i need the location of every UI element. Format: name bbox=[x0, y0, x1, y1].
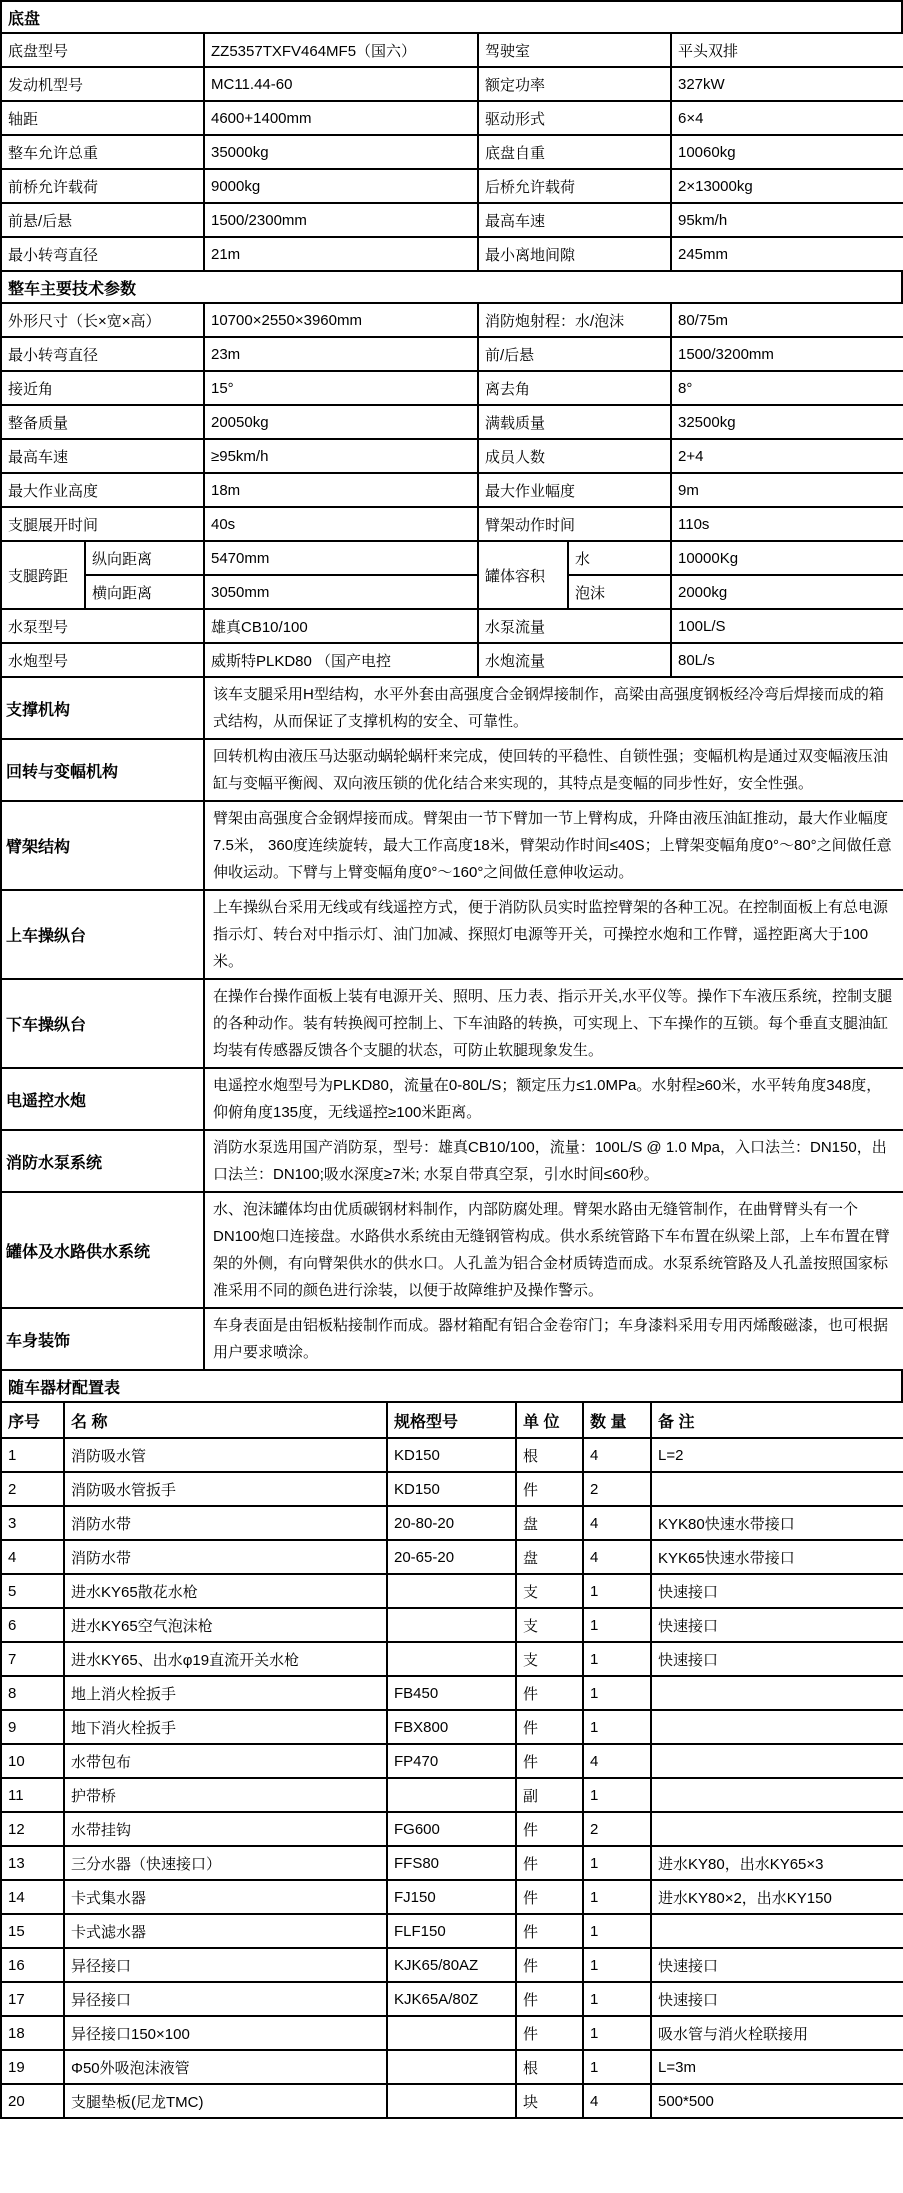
equipment-row-cell: 件 bbox=[516, 1744, 583, 1778]
chassis-row-cell: ZZ5357TXFV464MF5（国六） bbox=[204, 33, 478, 67]
chassis-row-cell: 95km/h bbox=[671, 203, 903, 237]
vehicle-param-row-cell: 1500/3200mm bbox=[671, 337, 903, 371]
equipment-row-cell: FFS80 bbox=[387, 1846, 516, 1880]
equipment-row-cell: 17 bbox=[1, 1982, 64, 2016]
vehicle-param-row-cell: 8° bbox=[671, 371, 903, 405]
col-header-name: 名 称 bbox=[64, 1402, 387, 1438]
equipment-row-cell: 快速接口 bbox=[651, 1982, 903, 2016]
equipment-row-cell: 6 bbox=[1, 1608, 64, 1642]
equipment-row-cell: 吸水管与消火栓联接用 bbox=[651, 2016, 903, 2050]
equipment-row-cell: 15 bbox=[1, 1914, 64, 1948]
equipment-row-cell: 盘 bbox=[516, 1506, 583, 1540]
vehicle-param-row-cell: 最大作业幅度 bbox=[478, 473, 671, 507]
feature-row-cell: 上车操纵台 bbox=[1, 890, 204, 979]
equipment-row-cell bbox=[387, 1778, 516, 1812]
equipment-row-cell: 三分水器（快速接口） bbox=[64, 1846, 387, 1880]
equipment-row-cell: 1 bbox=[583, 2016, 651, 2050]
equipment-row-cell: 2 bbox=[1, 1472, 64, 1506]
chassis-row bbox=[1, 135, 903, 169]
chassis-row-cell: MC11.44-60 bbox=[204, 67, 478, 101]
equipment-row bbox=[1, 1506, 903, 1540]
equipment-row bbox=[1, 1676, 903, 1710]
equipment-row-cell: 地上消火栓扳手 bbox=[64, 1676, 387, 1710]
equipment-row-cell: 7 bbox=[1, 1642, 64, 1676]
chassis-row bbox=[1, 237, 903, 271]
equipment-row-cell: 进水KY65散花水枪 bbox=[64, 1574, 387, 1608]
outrigger-longitudinal-label: 纵向距离 bbox=[85, 541, 204, 575]
equipment-row-cell: 件 bbox=[516, 1948, 583, 1982]
tank-volume-label: 罐体容积 bbox=[478, 541, 568, 609]
chassis-row-cell: 驾驶室 bbox=[478, 33, 671, 67]
feature-row-cell: 下车操纵台 bbox=[1, 979, 204, 1068]
vehicle-param-row-cell: 18m bbox=[204, 473, 478, 507]
equipment-row-cell: 5 bbox=[1, 1574, 64, 1608]
chassis-row-cell: 2×13000kg bbox=[671, 169, 903, 203]
equipment-row bbox=[1, 2016, 903, 2050]
equipment-row-cell: 水带挂钩 bbox=[64, 1812, 387, 1846]
vehicle-param-row-cell: 消防炮射程：水/泡沫 bbox=[478, 303, 671, 337]
equipment-row-cell bbox=[651, 1914, 903, 1948]
equipment-row-cell: 卡式滤水器 bbox=[64, 1914, 387, 1948]
equipment-row bbox=[1, 2050, 903, 2084]
equipment-row-cell bbox=[651, 1778, 903, 1812]
vehicle-params-table-bottom bbox=[0, 608, 903, 678]
outrigger-lateral-label: 横向距离 bbox=[85, 575, 204, 609]
feature-row-cell: 车身表面是由铝板粘接制作而成。器材箱配有铝合金卷帘门；车身漆料采用专用丙烯酸磁漆，也可根据用户要求喷涂。 bbox=[204, 1308, 903, 1370]
section-header-row bbox=[1, 1370, 902, 1402]
chassis-row bbox=[1, 101, 903, 135]
vehicle-param-row-cell: 15° bbox=[204, 371, 478, 405]
equipment-row-cell: 1 bbox=[583, 1880, 651, 1914]
chassis-row-cell: 整车允许总重 bbox=[1, 135, 204, 169]
feature-row-cell: 上车操纵台采用无线或有线遥控方式，便于消防队员实时监控臂架的各种工况。在控制面板上有总电源指示灯、转台对中指示灯、油门加减、探照灯电源等开关，可操控水炮和工作臂，遥控距离大于100米。 bbox=[204, 890, 903, 979]
equipment-row-cell: 水带包布 bbox=[64, 1744, 387, 1778]
equipment-row-cell bbox=[387, 2016, 516, 2050]
equipment-row-cell bbox=[387, 2084, 516, 2118]
equipment-row-cell: KJK65A/80Z bbox=[387, 1982, 516, 2016]
vehicle-param-row-cell: 满载质量 bbox=[478, 405, 671, 439]
chassis-row bbox=[1, 67, 903, 101]
tank-water-label: 水 bbox=[568, 541, 671, 575]
equipment-row-cell: 件 bbox=[516, 1472, 583, 1506]
equipment-row-cell: 4 bbox=[583, 2084, 651, 2118]
feature-row-cell: 消防水泵选用国产消防泵，型号：雄真CB10/100，流量：100L/S @ 1.0 Mpa，入口法兰：DN150，出口法兰：DN100;吸水深度≥7米; 水泵自带真空泵，引水时间≤60秒。 bbox=[204, 1130, 903, 1192]
vehicle-param-row-cell: 80/75m bbox=[671, 303, 903, 337]
chassis-row-cell: 前悬/后悬 bbox=[1, 203, 204, 237]
equipment-row-cell bbox=[387, 1574, 516, 1608]
feature-row bbox=[1, 979, 903, 1068]
equipment-row-cell: 1 bbox=[583, 1914, 651, 1948]
feature-row bbox=[1, 1068, 903, 1130]
equipment-row-cell: 根 bbox=[516, 2050, 583, 2084]
equipment-row-cell: 消防水带 bbox=[64, 1506, 387, 1540]
vehicle-param-row-cell: 水炮流量 bbox=[478, 643, 671, 677]
equipment-row-cell: 4 bbox=[583, 1438, 651, 1472]
feature-row-cell: 消防水泵系统 bbox=[1, 1130, 204, 1192]
col-header-model: 规格型号 bbox=[387, 1402, 516, 1438]
equipment-row-cell: 1 bbox=[583, 1676, 651, 1710]
equipment-row-cell: 块 bbox=[516, 2084, 583, 2118]
equipment-row-cell: 20-80-20 bbox=[387, 1506, 516, 1540]
equipment-row-cell: 13 bbox=[1, 1846, 64, 1880]
equipment-row-cell: 快速接口 bbox=[651, 1948, 903, 1982]
vehicle-param-row-cell: 水泵型号 bbox=[1, 609, 204, 643]
equipment-row-cell: 18 bbox=[1, 2016, 64, 2050]
feature-row-cell: 电遥控水炮 bbox=[1, 1068, 204, 1130]
equipment-row bbox=[1, 1846, 903, 1880]
equipment-row-cell: FG600 bbox=[387, 1812, 516, 1846]
equipment-row-cell: 1 bbox=[583, 1982, 651, 2016]
feature-row-cell: 电遥控水炮型号为PLKD80，流量在0-80L/S；额定压力≤1.0MPa。水射程≥60米，水平转角度348度，仰俯角度135度，无线遥控≥100米距离。 bbox=[204, 1068, 903, 1130]
chassis-row bbox=[1, 33, 903, 67]
equipment-row-cell: 快速接口 bbox=[651, 1574, 903, 1608]
equipment-section-title: 随车器材配置表 bbox=[1, 1370, 902, 1402]
feature-row bbox=[1, 677, 903, 739]
equipment-row bbox=[1, 1574, 903, 1608]
equipment-row bbox=[1, 1642, 903, 1676]
feature-row bbox=[1, 801, 903, 890]
feature-row-cell: 该车支腿采用H型结构，水平外套由高强度合金钢焊接制作，高梁由高强度钢板经冷弯后焊接而成的箱式结构，从而保证了支撑机构的安全、可靠性。 bbox=[204, 677, 903, 739]
feature-row bbox=[1, 739, 903, 801]
vehicle-param-row bbox=[1, 507, 903, 541]
chassis-row-cell: 最小离地间隙 bbox=[478, 237, 671, 271]
chassis-row-cell: 6×4 bbox=[671, 101, 903, 135]
equipment-row-cell: 2 bbox=[583, 1472, 651, 1506]
equipment-row-cell: 支 bbox=[516, 1608, 583, 1642]
chassis-table bbox=[0, 32, 903, 272]
chassis-row-cell: 平头双排 bbox=[671, 33, 903, 67]
chassis-row-cell: 245mm bbox=[671, 237, 903, 271]
vehicle-param-row-cell: 2+4 bbox=[671, 439, 903, 473]
vehicle-param-row bbox=[1, 609, 903, 643]
vehicle-param-row-cell: 支腿展开时间 bbox=[1, 507, 204, 541]
equipment-row-cell: 件 bbox=[516, 1812, 583, 1846]
equipment-row-cell: KD150 bbox=[387, 1472, 516, 1506]
equipment-row-cell: 根 bbox=[516, 1438, 583, 1472]
vehicle-param-row bbox=[1, 371, 903, 405]
equipment-row-cell: 消防水带 bbox=[64, 1540, 387, 1574]
equipment-row-cell bbox=[651, 1472, 903, 1506]
outrigger-tank-table bbox=[0, 540, 903, 610]
equipment-row-cell: 快速接口 bbox=[651, 1642, 903, 1676]
vehicle-param-row bbox=[1, 405, 903, 439]
equipment-row bbox=[1, 1472, 903, 1506]
vehicle-param-row-cell: 前/后悬 bbox=[478, 337, 671, 371]
vehicle-param-row-cell: 20050kg bbox=[204, 405, 478, 439]
equipment-row-cell: 12 bbox=[1, 1812, 64, 1846]
feature-row-cell: 水、泡沫罐体均由优质碳钢材料制作，内部防腐处理。臂架水路由无缝管制作，在曲臂臂头有一个DN100炮口连接盘。水路供水系统由无缝钢管构成。供水系统管路下车布置在纵梁上部，上车布置在臂架的外侧，有向臂架供水的供水口。人孔盖为铝合金材质铸造而成。水泵系统管路及人孔盖按照国家标准采用不同的颜色进行涂装，以便于故障维护及操作警示。 bbox=[204, 1192, 903, 1308]
equipment-row-cell: 1 bbox=[583, 2050, 651, 2084]
equipment-row-cell: 件 bbox=[516, 1676, 583, 1710]
equipment-row-cell: 消防吸水管 bbox=[64, 1438, 387, 1472]
equipment-row-cell: 卡式集水器 bbox=[64, 1880, 387, 1914]
tank-foam-value: 2000kg bbox=[671, 575, 903, 609]
equipment-header-row bbox=[1, 1402, 903, 1438]
equipment-row-cell: FB450 bbox=[387, 1676, 516, 1710]
chassis-row-cell: 327kW bbox=[671, 67, 903, 101]
equipment-row bbox=[1, 1880, 903, 1914]
equipment-row-cell: 护带桥 bbox=[64, 1778, 387, 1812]
equipment-row-cell: 3 bbox=[1, 1506, 64, 1540]
vehicle-param-row-cell: 10700×2550×3960mm bbox=[204, 303, 478, 337]
vehicle-param-row-cell: 水炮型号 bbox=[1, 643, 204, 677]
equipment-row-cell: 异径接口 bbox=[64, 1948, 387, 1982]
equipment-row-cell bbox=[387, 1642, 516, 1676]
equipment-row-cell: 支腿垫板(尼龙TMC) bbox=[64, 2084, 387, 2118]
chassis-row bbox=[1, 169, 903, 203]
vehicle-param-row-cell: 外形尺寸（长×宽×高） bbox=[1, 303, 204, 337]
equipment-row-cell: 9 bbox=[1, 1710, 64, 1744]
feature-description-table bbox=[0, 676, 903, 1371]
outrigger-span-label: 支腿跨距 bbox=[1, 541, 85, 609]
vehicle-param-row bbox=[1, 303, 903, 337]
col-header-unit: 单 位 bbox=[516, 1402, 583, 1438]
equipment-row bbox=[1, 1812, 903, 1846]
equipment-row-cell: 19 bbox=[1, 2050, 64, 2084]
chassis-row-cell: 后桥允许载荷 bbox=[478, 169, 671, 203]
equipment-section-header-table bbox=[0, 1369, 903, 1403]
equipment-row-cell: 11 bbox=[1, 1778, 64, 1812]
equipment-row-cell: 1 bbox=[583, 1642, 651, 1676]
vehicle-param-row bbox=[1, 643, 903, 677]
equipment-row-cell: 进水KY80，出水KY65×3 bbox=[651, 1846, 903, 1880]
equipment-row bbox=[1, 2084, 903, 2118]
equipment-row-cell: 1 bbox=[1, 1438, 64, 1472]
equipment-row-cell bbox=[651, 1710, 903, 1744]
vehicle-param-row-cell: 水泵流量 bbox=[478, 609, 671, 643]
vehicle-section-title: 整车主要技术参数 bbox=[1, 271, 902, 303]
equipment-row-cell: 件 bbox=[516, 1846, 583, 1880]
equipment-row-cell: 支 bbox=[516, 1642, 583, 1676]
equipment-row-cell: 500*500 bbox=[651, 2084, 903, 2118]
equipment-row-cell: 20-65-20 bbox=[387, 1540, 516, 1574]
equipment-row-cell: 4 bbox=[583, 1506, 651, 1540]
equipment-row-cell: 1 bbox=[583, 1846, 651, 1880]
chassis-row-cell: 底盘型号 bbox=[1, 33, 204, 67]
feature-row-cell: 车身装饰 bbox=[1, 1308, 204, 1370]
vehicle-param-row-cell: 离去角 bbox=[478, 371, 671, 405]
equipment-row-cell: 1 bbox=[583, 1608, 651, 1642]
equipment-row-cell: FJ150 bbox=[387, 1880, 516, 1914]
chassis-section-header-table bbox=[0, 0, 903, 34]
vehicle-param-row-cell: 雄真CB10/100 bbox=[204, 609, 478, 643]
equipment-row bbox=[1, 1608, 903, 1642]
chassis-row-cell: 底盘自重 bbox=[478, 135, 671, 169]
feature-row-cell: 在操作台操作面板上装有电源开关、照明、压力表、指示开关,水平仪等。操作下车液压系统，控制支腿的各种动作。装有转换阀可控制上、下车油路的转换，可实现上、下车操作的互锁。每个垂直支腿油缸均装有传感器反馈各个支腿的状态，可防止软腿现象发生。 bbox=[204, 979, 903, 1068]
equipment-row-cell: 进水KY80×2，出水KY150 bbox=[651, 1880, 903, 1914]
feature-row-cell: 支撑机构 bbox=[1, 677, 204, 739]
equipment-row-cell: 件 bbox=[516, 1710, 583, 1744]
chassis-row-cell: 35000kg bbox=[204, 135, 478, 169]
equipment-row-cell: 1 bbox=[583, 1778, 651, 1812]
chassis-row-cell: 最高车速 bbox=[478, 203, 671, 237]
vehicle-param-row-cell: ≥95km/h bbox=[204, 439, 478, 473]
vehicle-param-row bbox=[1, 473, 903, 507]
chassis-row-cell: 9000kg bbox=[204, 169, 478, 203]
vehicle-param-row-cell: 23m bbox=[204, 337, 478, 371]
equipment-row-cell: 14 bbox=[1, 1880, 64, 1914]
vehicle-param-row-cell: 最高车速 bbox=[1, 439, 204, 473]
col-header-index: 序号 bbox=[1, 1402, 64, 1438]
feature-row-cell: 臂架由高强度合金钢焊接而成。臂架由一节下臂加一节上臂构成，升降由液压油缸推动，最大作业幅度7.5米， 360度连续旋转，最大工作高度18米，臂架动作时间≤40S；上臂架变幅角度0°～80°之间做任意伸收运动。下臂与上臂变幅角度0°～160°之间做任意伸收运动。 bbox=[204, 801, 903, 890]
vehicle-param-row-cell: 80L/s bbox=[671, 643, 903, 677]
equipment-row-cell bbox=[651, 1744, 903, 1778]
equipment-row bbox=[1, 1438, 903, 1472]
vehicle-param-row-cell: 威斯特PLKD80 （国产电控 bbox=[204, 643, 478, 677]
equipment-row-cell: FLF150 bbox=[387, 1914, 516, 1948]
equipment-row-cell: 20 bbox=[1, 2084, 64, 2118]
outrigger-tank-row-1 bbox=[1, 541, 903, 575]
vehicle-params-table-top bbox=[0, 302, 903, 542]
equipment-row-cell: 消防吸水管扳手 bbox=[64, 1472, 387, 1506]
equipment-row-cell: 4 bbox=[583, 1744, 651, 1778]
equipment-row bbox=[1, 1710, 903, 1744]
chassis-row-cell: 21m bbox=[204, 237, 478, 271]
vehicle-param-row-cell: 110s bbox=[671, 507, 903, 541]
equipment-row bbox=[1, 1948, 903, 1982]
equipment-row-cell: L=2 bbox=[651, 1438, 903, 1472]
equipment-row-cell: 盘 bbox=[516, 1540, 583, 1574]
equipment-row-cell bbox=[387, 2050, 516, 2084]
vehicle-param-row-cell: 9m bbox=[671, 473, 903, 507]
equipment-row-cell: 1 bbox=[583, 1710, 651, 1744]
vehicle-param-row bbox=[1, 439, 903, 473]
vehicle-param-row bbox=[1, 337, 903, 371]
vehicle-param-row-cell: 成员人数 bbox=[478, 439, 671, 473]
feature-row-cell: 回转机构由液压马达驱动蜗轮蜗杆来完成，使回转的平稳性、自锁性强；变幅机构是通过双变幅液压油缸与变幅平衡阀、双向液压锁的优化结合来实现的，其特点是变幅的同步性好，安全性强。 bbox=[204, 739, 903, 801]
tank-water-value: 10000Kg bbox=[671, 541, 903, 575]
equipment-row-cell: 10 bbox=[1, 1744, 64, 1778]
outrigger-longitudinal-value: 5470mm bbox=[204, 541, 478, 575]
chassis-row-cell: 10060kg bbox=[671, 135, 903, 169]
chassis-row-cell: 最小转弯直径 bbox=[1, 237, 204, 271]
equipment-row-cell: 异径接口150×100 bbox=[64, 2016, 387, 2050]
equipment-row bbox=[1, 1540, 903, 1574]
equipment-row-cell: 1 bbox=[583, 1948, 651, 1982]
equipment-row-cell: 异径接口 bbox=[64, 1982, 387, 2016]
equipment-row-cell: Φ50外吸泡沫液管 bbox=[64, 2050, 387, 2084]
equipment-row-cell: 4 bbox=[583, 1540, 651, 1574]
equipment-row-cell: 1 bbox=[583, 1574, 651, 1608]
equipment-row-cell: KJK65/80AZ bbox=[387, 1948, 516, 1982]
equipment-row-cell: 16 bbox=[1, 1948, 64, 1982]
chassis-section-title: 底盘 bbox=[1, 1, 902, 33]
equipment-row-cell: KYK65快速水带接口 bbox=[651, 1540, 903, 1574]
feature-row bbox=[1, 890, 903, 979]
vehicle-param-row-cell: 最小转弯直径 bbox=[1, 337, 204, 371]
equipment-row-cell bbox=[651, 1812, 903, 1846]
chassis-row-cell: 额定功率 bbox=[478, 67, 671, 101]
equipment-row-cell bbox=[387, 1608, 516, 1642]
feature-row-cell: 回转与变幅机构 bbox=[1, 739, 204, 801]
equipment-row-cell: KYK80快速水带接口 bbox=[651, 1506, 903, 1540]
feature-row-cell: 臂架结构 bbox=[1, 801, 204, 890]
equipment-row-cell: 快速接口 bbox=[651, 1608, 903, 1642]
equipment-row-cell: KD150 bbox=[387, 1438, 516, 1472]
chassis-row-cell: 1500/2300mm bbox=[204, 203, 478, 237]
vehicle-param-row-cell: 臂架动作时间 bbox=[478, 507, 671, 541]
chassis-row-cell: 前桥允许载荷 bbox=[1, 169, 204, 203]
equipment-row-cell: 副 bbox=[516, 1778, 583, 1812]
equipment-row bbox=[1, 1914, 903, 1948]
equipment-row-cell bbox=[651, 1676, 903, 1710]
feature-row-cell: 罐体及水路供水系统 bbox=[1, 1192, 204, 1308]
vehicle-param-row-cell: 100L/S bbox=[671, 609, 903, 643]
equipment-row-cell: L=3m bbox=[651, 2050, 903, 2084]
equipment-row-cell: 进水KY65、出水φ19直流开关水枪 bbox=[64, 1642, 387, 1676]
tank-foam-label: 泡沫 bbox=[568, 575, 671, 609]
equipment-row-cell: 件 bbox=[516, 1914, 583, 1948]
equipment-row-cell: 8 bbox=[1, 1676, 64, 1710]
chassis-row-cell: 驱动形式 bbox=[478, 101, 671, 135]
vehicle-section-header-table bbox=[0, 270, 903, 304]
equipment-row-cell: 件 bbox=[516, 1982, 583, 2016]
equipment-row-cell: 2 bbox=[583, 1812, 651, 1846]
vehicle-param-row-cell: 32500kg bbox=[671, 405, 903, 439]
chassis-row-cell: 发动机型号 bbox=[1, 67, 204, 101]
equipment-row-cell: 地下消火栓扳手 bbox=[64, 1710, 387, 1744]
equipment-row-cell: FBX800 bbox=[387, 1710, 516, 1744]
feature-row bbox=[1, 1130, 903, 1192]
chassis-row-cell: 4600+1400mm bbox=[204, 101, 478, 135]
equipment-row bbox=[1, 1778, 903, 1812]
vehicle-param-row-cell: 最大作业高度 bbox=[1, 473, 204, 507]
equipment-row-cell: 4 bbox=[1, 1540, 64, 1574]
vehicle-param-row-cell: 整备质量 bbox=[1, 405, 204, 439]
equipment-table bbox=[0, 1401, 903, 2119]
equipment-row bbox=[1, 1982, 903, 2016]
section-header-row bbox=[1, 271, 902, 303]
equipment-row-cell: 件 bbox=[516, 1880, 583, 1914]
outrigger-tank-row-2 bbox=[1, 575, 903, 609]
chassis-row bbox=[1, 203, 903, 237]
outrigger-lateral-value: 3050mm bbox=[204, 575, 478, 609]
col-header-remark: 备 注 bbox=[651, 1402, 903, 1438]
equipment-row-cell: 件 bbox=[516, 2016, 583, 2050]
feature-row bbox=[1, 1308, 903, 1370]
col-header-quantity: 数 量 bbox=[583, 1402, 651, 1438]
vehicle-param-row-cell: 40s bbox=[204, 507, 478, 541]
feature-row bbox=[1, 1192, 903, 1308]
vehicle-param-row-cell: 接近角 bbox=[1, 371, 204, 405]
equipment-row bbox=[1, 1744, 903, 1778]
equipment-row-cell: 支 bbox=[516, 1574, 583, 1608]
chassis-row-cell: 轴距 bbox=[1, 101, 204, 135]
equipment-row-cell: FP470 bbox=[387, 1744, 516, 1778]
equipment-row-cell: 进水KY65空气泡沫枪 bbox=[64, 1608, 387, 1642]
section-header-row bbox=[1, 1, 902, 33]
